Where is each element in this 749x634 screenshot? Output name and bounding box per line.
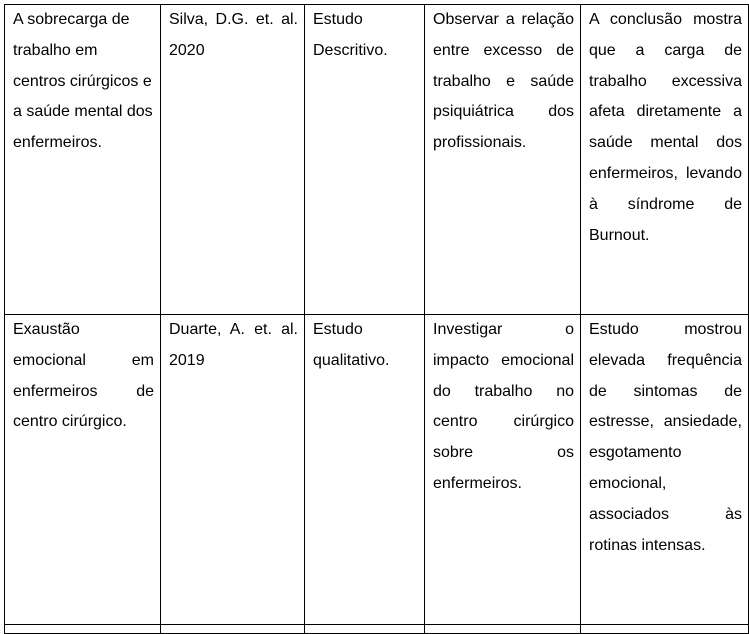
title-text: A sobrecarga de trabalho em centros cirúrgicos e a saúde mental dos enfermeiros. <box>13 11 153 152</box>
cell-result <box>581 315 749 625</box>
result-text: Estudo mostrou elevada frequência de sintomas de estresse, ansiedade, esgotamento emocional, associados às rotinas intensas. <box>589 321 742 554</box>
cell-objective <box>425 5 581 315</box>
result-text: A conclusão mostra que a carga de trabalho excessiva afeta diretamente a saúde mental dos enfermeiros, levando à síndrome de Burnout. <box>589 11 742 244</box>
cell-study-type <box>305 5 425 315</box>
studies-table <box>4 4 749 634</box>
objective-text: Investigar o impacto emocional do trabalho no centro cirúrgico sobre os enfermeiros. <box>433 321 574 492</box>
objective-text: Observar a relação entre excesso de trabalho e saúde psiquiátrica dos profissionais. <box>433 11 574 152</box>
cell-objective <box>425 315 581 625</box>
table-row <box>5 315 749 625</box>
study-type-text: Estudo qualitativo. <box>313 321 390 369</box>
cell-empty <box>425 625 581 634</box>
cell-empty <box>5 625 161 634</box>
cell-result <box>581 5 749 315</box>
cell-authors <box>161 5 305 315</box>
title-text: Exaustão emocional em enfermeiros de centro cirúrgico. <box>13 321 154 431</box>
cell-study-type <box>305 315 425 625</box>
authors-text: Silva, D.G. et. al. 2020 <box>169 11 298 59</box>
cell-title <box>5 5 161 315</box>
cell-title <box>5 315 161 625</box>
table-row-empty <box>5 625 749 634</box>
cell-empty <box>581 625 749 634</box>
cell-empty <box>305 625 425 634</box>
authors-text: Duarte, A. et. al. 2019 <box>169 321 298 369</box>
cell-empty <box>161 625 305 634</box>
study-type-text: Estudo Descritivo. <box>313 11 388 59</box>
table-row <box>5 5 749 315</box>
cell-authors <box>161 315 305 625</box>
